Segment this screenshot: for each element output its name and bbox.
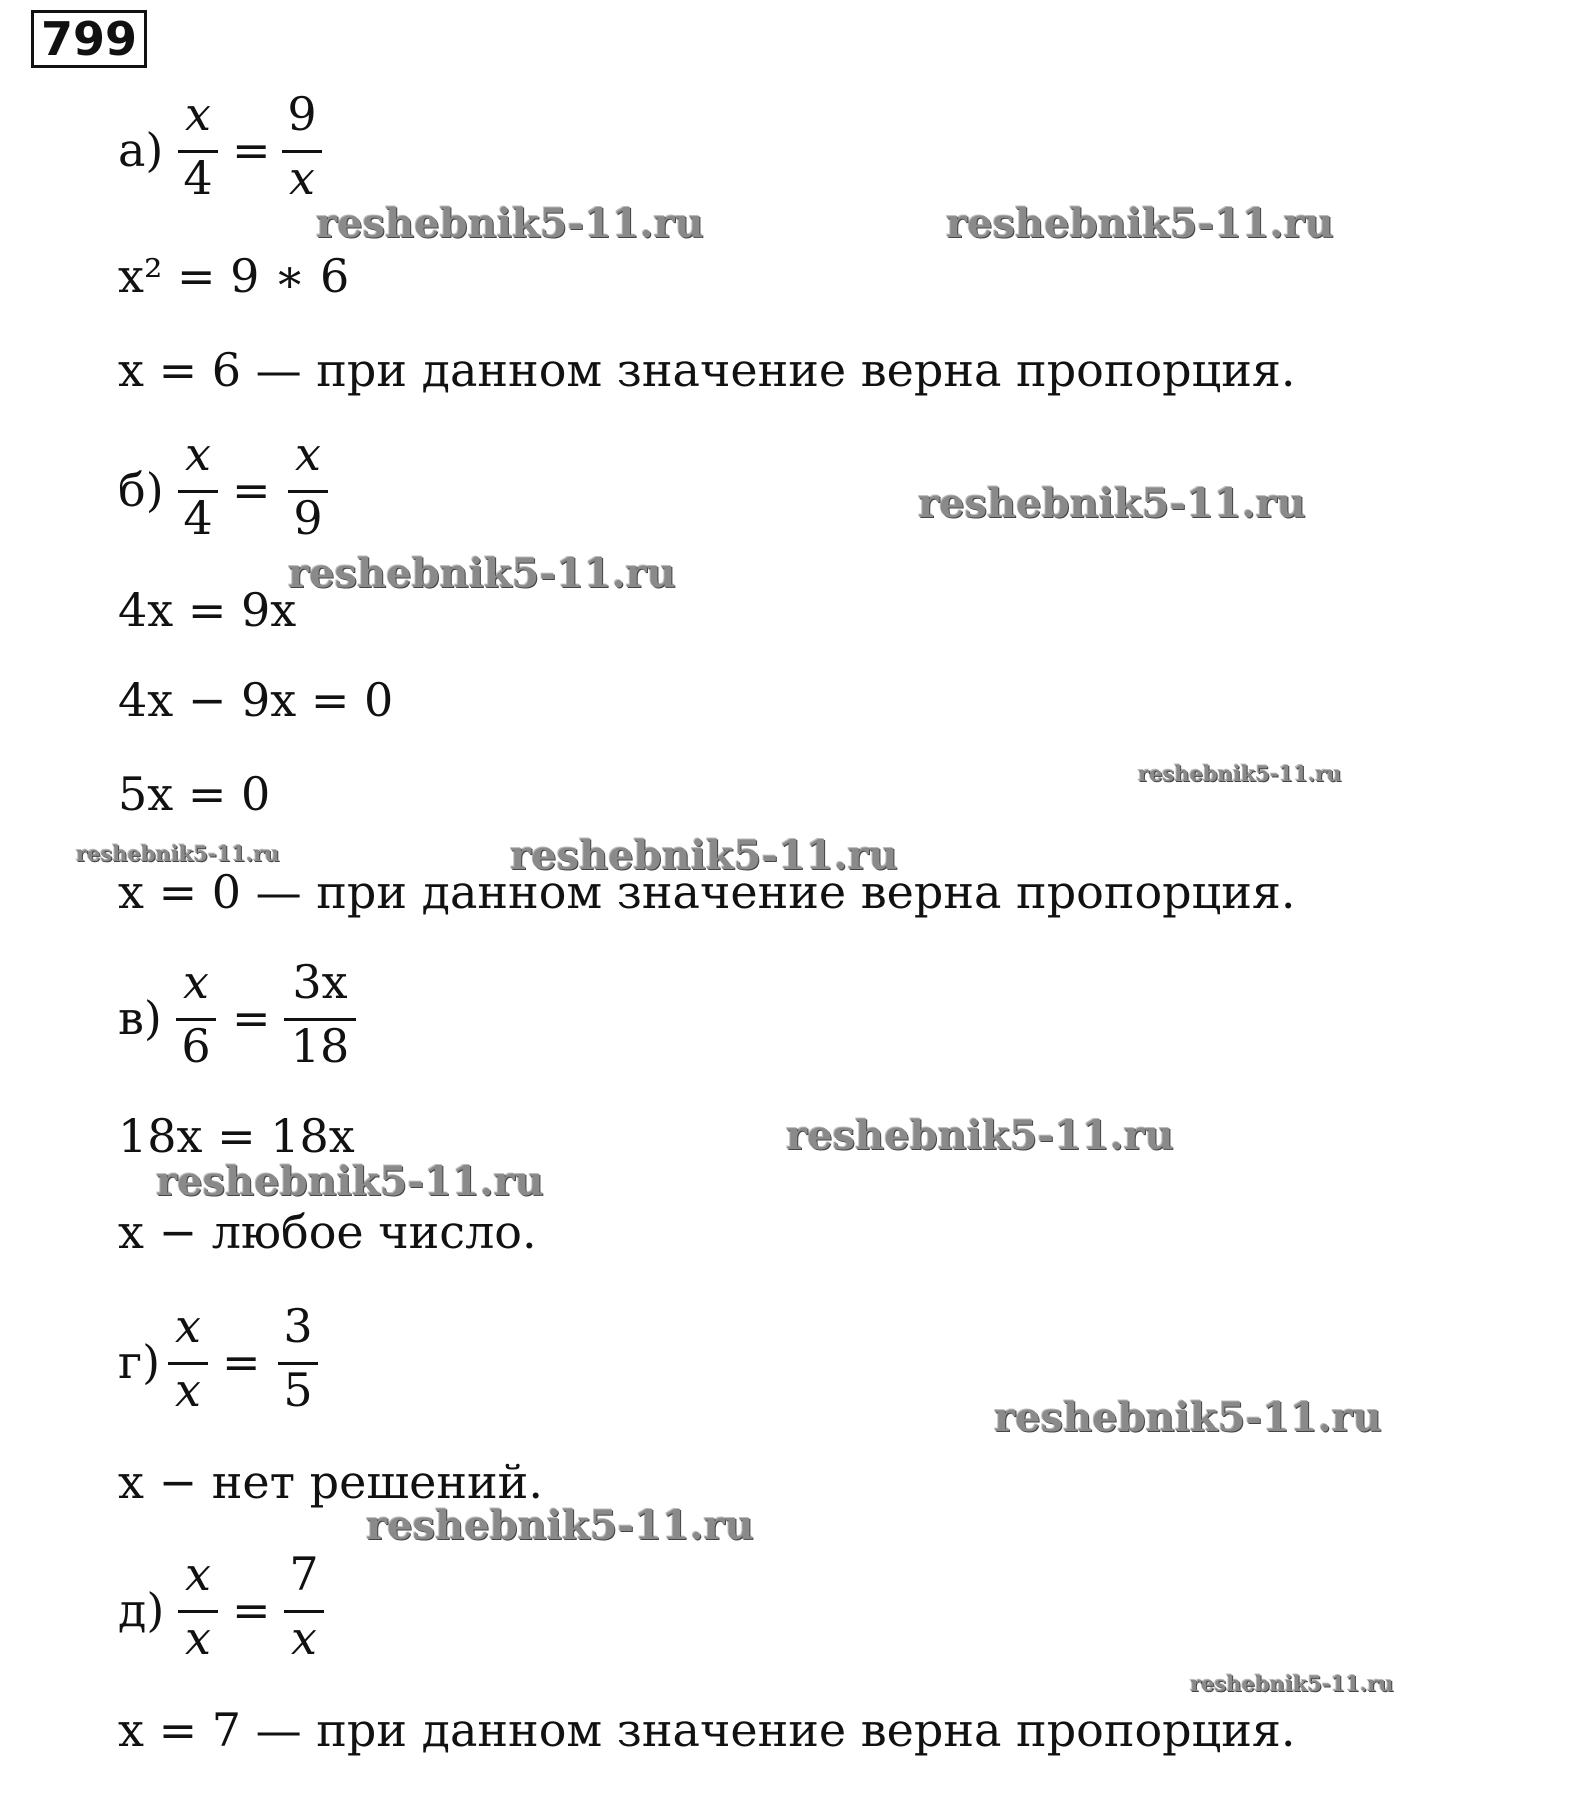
part-a-label: а) <box>118 123 164 177</box>
part-e-fraction-left <box>178 1548 218 1668</box>
watermark: reshebnik5-11.ru <box>994 1394 1382 1441</box>
part-e-fraction-right <box>284 1548 324 1668</box>
numerator: 9 <box>287 87 317 141</box>
denominator: 9 <box>293 491 323 545</box>
part-e-step-1: x = 7 — при данном значение верна пропорция. <box>118 1703 1296 1757</box>
part-a-step-1: x² = 9 ∗ 6 <box>118 249 350 303</box>
part-b-step-2: 4x − 9x = 0 <box>118 673 394 727</box>
part-c-fraction-right <box>284 956 356 1076</box>
part-a-fraction-right <box>282 88 322 208</box>
part-c-label: в) <box>118 991 162 1045</box>
numerator: x <box>183 955 209 1009</box>
part-d-fraction-left <box>168 1300 208 1420</box>
watermark: reshebnik5-11.ru <box>288 550 676 597</box>
numerator: x <box>185 1547 211 1601</box>
part-c-step-2: x − любое число. <box>118 1205 537 1259</box>
numerator: 3 <box>283 1299 313 1353</box>
numerator: x <box>185 427 211 481</box>
denominator: x <box>289 151 315 205</box>
watermark: reshebnik5-11.ru <box>316 200 704 247</box>
denominator: 6 <box>181 1019 211 1073</box>
watermark: reshebnik5-11.ru <box>156 1158 544 1205</box>
watermark: reshebnik5-11.ru <box>76 841 280 866</box>
denominator: x <box>185 1611 211 1665</box>
part-b-step-1: 4x = 9x <box>118 583 297 637</box>
part-b-step-3: 5x = 0 <box>118 767 271 821</box>
watermark: reshebnik5-11.ru <box>946 200 1334 247</box>
watermark: reshebnik5-11.ru <box>366 1502 754 1549</box>
denominator: 4 <box>183 491 213 545</box>
part-a-step-2: x = 6 — при данном значение верна пропорция. <box>118 343 1296 397</box>
part-b-fraction-left <box>178 428 218 548</box>
part-b-step-4: x = 0 — при данном значение верна пропорция. <box>118 865 1296 919</box>
problem-number: 799 <box>31 10 147 68</box>
part-d-label: г) <box>118 1335 161 1389</box>
equals-sign: = <box>232 463 271 517</box>
part-e-label: д) <box>118 1583 165 1637</box>
part-d-step-1: x − нет решений. <box>118 1455 543 1509</box>
equals-sign: = <box>222 1335 261 1389</box>
watermark: reshebnik5-11.ru <box>918 480 1306 527</box>
part-b-label: б) <box>118 463 164 517</box>
denominator: x <box>291 1611 317 1665</box>
denominator: x <box>175 1363 201 1417</box>
equals-sign: = <box>232 991 271 1045</box>
part-d-fraction-right <box>278 1300 318 1420</box>
numerator: 3x <box>292 955 348 1009</box>
denominator: 5 <box>283 1363 313 1417</box>
numerator: x <box>185 87 211 141</box>
equals-sign: = <box>232 1583 271 1637</box>
part-c-fraction-left <box>176 956 216 1076</box>
watermark: reshebnik5-11.ru <box>510 832 898 879</box>
denominator: 4 <box>183 151 213 205</box>
numerator: 7 <box>289 1547 319 1601</box>
watermark: reshebnik5-11.ru <box>1138 761 1342 786</box>
part-b-fraction-right <box>288 428 328 548</box>
part-a-fraction-left <box>178 88 218 208</box>
part-c-step-1: 18x = 18x <box>118 1109 355 1163</box>
numerator: x <box>295 427 321 481</box>
equals-sign: = <box>232 123 271 177</box>
numerator: x <box>175 1299 201 1353</box>
watermark: reshebnik5-11.ru <box>786 1112 1174 1159</box>
watermark: reshebnik5-11.ru <box>1190 1671 1394 1696</box>
denominator: 18 <box>290 1019 350 1073</box>
